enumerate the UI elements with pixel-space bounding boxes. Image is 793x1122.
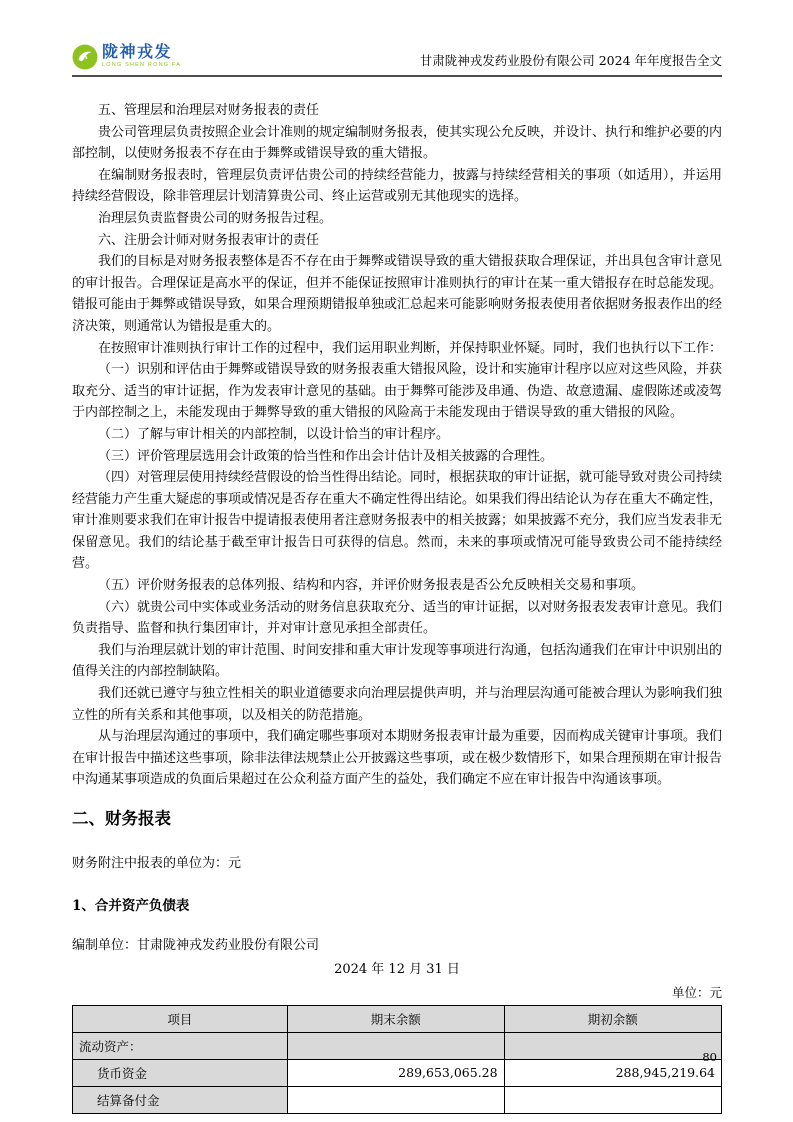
paragraph: 在按照审计准则执行审计工作的过程中，我们运用职业判断，并保持职业怀疑。同时，我们也执行以下工作： xyxy=(98,340,723,356)
paragraph: 我们与治理层就计划的审计范围、时间安排和重大审计发现等事项进行沟通，包括沟通我们在审计中识别出的值得关注的内部控制缺陷。 xyxy=(72,642,723,680)
column-header-end-balance: 期末余额 xyxy=(287,1005,504,1032)
row-begin-balance xyxy=(504,1086,721,1113)
logo-subtext: LONG SHEN RONG FA xyxy=(102,62,182,69)
paragraph: 我们的目标是对财务报表整体是否不存在由于舞弊或错误导致的重大错报获取合理保证，并出具包含审计意见的审计报告。合理保证是高水平的保证，但并不能保证按照审计准则执行的审计在某一重大错报存在时总能发现。错报可能由于舞弊或错误导致，如果合理预期错报单独或汇总起来可能影响财务报表使用者依据财务报表作出的经济决策，则通常认为错报是重大的。 xyxy=(72,254,723,334)
row-label: 货币资金 xyxy=(73,1059,288,1086)
section-6-heading: 六、注册会计师对财务报表审计的责任 xyxy=(98,232,320,248)
paragraph: （三）评价管理层选用会计政策的恰当性和作出会计估计及相关披露的合理性。 xyxy=(98,448,554,464)
row-end-balance xyxy=(287,1086,504,1113)
paragraph: （二）了解与审计相关的内部控制，以设计恰当的审计程序。 xyxy=(98,426,450,442)
column-header-begin-balance: 期初余额 xyxy=(504,1005,721,1032)
paragraph: （五）评价财务报表的总体列报、结构和内容，并评价财务报表是否公允反映相关交易和事项。 xyxy=(98,578,645,594)
company-logo-icon xyxy=(72,44,98,70)
page-number: 80 xyxy=(702,1050,717,1064)
paragraph: （一）识别和评估由于舞弊或错误导致的财务报表重大错报风险，设计和实施审计程序以应对这些风险，并获取充分、适当的审计证据，作为发表审计意见的基础。由于舞弊可能涉及串通、伪造、故意遗漏、虚假陈述或凌驾于内部控制之上，未能发现由于舞弊导致的重大错报的风险高于未能发现由于错误导致的重大错报的风险。 xyxy=(72,362,723,421)
table-row xyxy=(73,1059,722,1086)
logo-text-block xyxy=(102,45,181,69)
prepared-by: 编制单位：甘肃陇神戎发药业股份有限公司 xyxy=(72,937,320,953)
financial-statements-heading: 二、财务报表 xyxy=(72,809,171,828)
row-label: 结算备付金 xyxy=(73,1086,288,1113)
row-end-balance: 289,653,065.28 xyxy=(287,1059,504,1086)
balance-sheet-heading: 1、合并资产负债表 xyxy=(72,898,190,915)
paragraph: （四）对管理层使用持续经营假设的恰当性得出结论。同时，根据获取的审计证据，就可能导致对贵公司持续经营能力产生重大疑虑的事项或情况是否存在重大不确定性得出结论。如果我们得出结论认为存在重大不确定性，审计准则要求我们在审计报告中提请报表使用者注意财务报表中的相关披露；如果披露不充分，我们应当发表非无保留意见。我们的结论基于截至审计报告日可获得的信息。然而，未来的事项或情况可能导致贵公司不能持续经营。 xyxy=(72,470,723,572)
table-row xyxy=(73,1086,722,1113)
table-header-row xyxy=(73,1005,722,1032)
paragraph: 从与治理层沟通过的事项中，我们确定哪些事项对本期财务报表审计最为重要，因而构成关键审计事项。我们在审计报告中描述这些事项，除非法律法规禁止公开披露这些事项，或在极少数情形下，如果合理预期在审计报告中沟通某事项造成的负面后果超过在公众利益方面产生的益处，我们确定不应在审计报告中沟通该事项。 xyxy=(72,729,723,788)
paragraph: 我们还就已遵守与独立性相关的职业道德要求向治理层提供声明，并与治理层沟通可能被合理认为影响我们独立性的所有关系和其他事项，以及相关的防范措施。 xyxy=(72,686,723,723)
report-title: 甘肃陇神戎发药业股份有限公司 2024 年年度报告全文 xyxy=(419,53,722,68)
row-begin-balance xyxy=(504,1032,721,1059)
statement-date: 2024 年 12 月 31 日 xyxy=(334,962,460,978)
row-begin-balance: 288,945,219.64 xyxy=(504,1059,721,1086)
column-header-item: 项目 xyxy=(73,1005,288,1032)
row-label: 流动资产： xyxy=(73,1032,288,1059)
unit-label: 单位：元 xyxy=(671,985,722,1001)
unit-note: 财务附注中报表的单位为：元 xyxy=(72,856,242,872)
page-content xyxy=(0,77,793,1114)
logo-text: 陇神戎发 xyxy=(102,44,173,62)
paragraph: 贵公司管理层负责按照企业会计准则的规定编制财务报表，使其实现公允反映，并设计、执行和维护必要的内部控制，以使财务报表不存在由于舞弊或错误导致的重大错报。 xyxy=(72,124,723,162)
page-header xyxy=(72,44,722,77)
company-logo xyxy=(72,44,181,70)
row-end-balance xyxy=(287,1032,504,1059)
paragraph: 在编制财务报表时，管理层负责评估贵公司的持续经营能力，披露与持续经营相关的事项（如适用），并运用持续经营假设，除非管理层计划清算贵公司、终止运营或别无其他现实的选择。 xyxy=(72,167,722,205)
balance-sheet-table xyxy=(72,1005,722,1114)
section-5-heading: 五、管理层和治理层对财务报表的责任 xyxy=(98,103,320,118)
paragraph: 治理层负责监督贵公司的财务报告过程。 xyxy=(98,210,333,226)
paragraph: （六）就贵公司中实体或业务活动的财务信息获取充分、适当的审计证据，以对财务报表发表审计意见。我们负责指导、监督和执行集团审计，并对审计意见承担全部责任。 xyxy=(72,599,723,637)
table-row xyxy=(73,1032,722,1059)
